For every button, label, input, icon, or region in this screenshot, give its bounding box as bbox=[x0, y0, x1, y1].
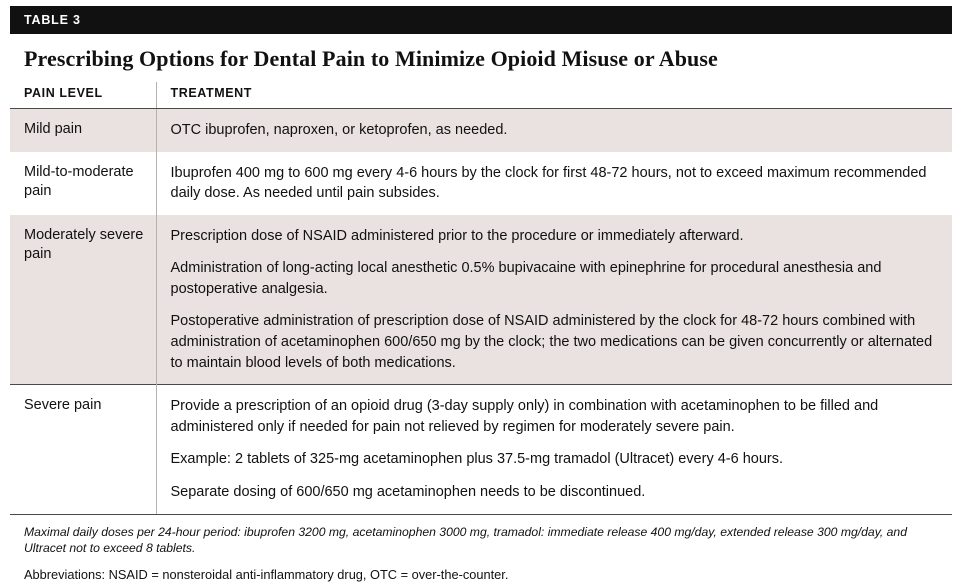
treatment-paragraph: Prescription dose of NSAID administered prior to the procedure or immediately afterward. bbox=[170, 227, 744, 244]
treatment-paragraph: Ibuprofen 400 mg to 600 mg every 4-6 hours by the clock for first 48-72 hours, not to exceed maximum recommended daily dose. As needed until pain subsides. bbox=[170, 164, 927, 202]
table-row bbox=[10, 152, 952, 215]
cell-pain-level: Mild pain bbox=[10, 109, 156, 152]
table-label-bar: TABLE 3 bbox=[10, 6, 952, 34]
table-body bbox=[10, 109, 952, 514]
table-container bbox=[0, 6, 972, 583]
table-title: Prescribing Options for Dental Pain to Minimize Opioid Misuse or Abuse bbox=[24, 46, 718, 71]
prescribing-options-table bbox=[10, 82, 952, 514]
column-header-treatment: TREATMENT bbox=[156, 82, 952, 109]
cell-treatment bbox=[156, 385, 952, 514]
treatment-paragraph: Separate dosing of 600/650 mg acetaminophen needs to be discontinued. bbox=[170, 483, 646, 500]
treatment-paragraph: OTC ibuprofen, naproxen, or ketoprofen, as needed. bbox=[170, 122, 508, 138]
treatment-paragraph: Provide a prescription of an opioid drug (3-day supply only) in combination with acetaminophen to be filled and administered only if needed for pain not relieved by regimen for moderately severe pain. bbox=[170, 398, 879, 435]
cell-treatment bbox=[156, 109, 952, 152]
cell-pain-level: Mild-to-moderate pain bbox=[10, 152, 156, 215]
cell-treatment bbox=[156, 152, 952, 215]
table-head bbox=[10, 82, 952, 109]
cell-pain-level: Moderately severe pain bbox=[10, 215, 156, 385]
column-header-pain-level: PAIN LEVEL bbox=[10, 82, 156, 109]
cell-treatment bbox=[156, 215, 952, 385]
treatment-paragraph: Example: 2 tablets of 325-mg acetaminophen plus 37.5-mg tramadol (Ultracet) every 4-6 hours. bbox=[170, 451, 784, 468]
table-row bbox=[10, 385, 952, 514]
table-header-row bbox=[10, 82, 952, 109]
treatment-paragraph: Administration of long-acting local anesthetic 0.5% bupivacaine with epinephrine for procedural anesthesia and postoperative analgesia. bbox=[170, 260, 882, 297]
table-footnote: Maximal daily doses per 24-hour period: ibuprofen 3200 mg, acetaminophen 3000 mg, tramadol: immediate release 400 mg/day, extended release 300 mg/day, and Ultracet not to exceed 8 tablets. bbox=[24, 524, 907, 556]
table-row bbox=[10, 109, 952, 152]
cell-pain-level: Severe pain bbox=[10, 385, 156, 514]
table-abbreviations: Abbreviations: NSAID = nonsteroidal anti-inflammatory drug, OTC = over-the-counter. bbox=[24, 567, 509, 583]
treatment-paragraph: Postoperative administration of prescription dose of NSAID administered by the clock for 48-72 hours combined with administration of acetaminophen 600/650 mg by the clock; the two medications can be given concurrently or alternated to maintain blood levels of both medications. bbox=[170, 313, 933, 371]
table-row bbox=[10, 215, 952, 385]
